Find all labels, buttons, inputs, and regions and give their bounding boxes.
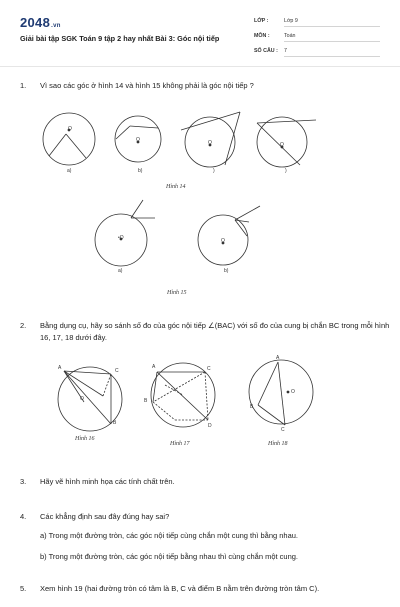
- figure-18: [249, 360, 313, 425]
- figure-caption: Hình 18: [268, 441, 288, 447]
- point-label: B: [250, 404, 254, 410]
- question-number: 4.: [20, 512, 27, 521]
- question-text: Vì sao các góc ở hình 14 và hình 15 không phải là góc nội tiếp ?: [40, 81, 254, 90]
- question-text: Hãy vẽ hình minh họa các tính chất trên.: [40, 477, 175, 486]
- center-label: O: [221, 238, 225, 244]
- question-2: [0, 320, 400, 346]
- question-number: 2.: [20, 321, 27, 330]
- point-label: A: [276, 355, 280, 361]
- question-4: [0, 511, 400, 525]
- center-label: O: [280, 142, 284, 148]
- figure-caption: Hình 16: [75, 436, 95, 442]
- figure-17: [151, 363, 215, 427]
- point-label: D: [208, 423, 212, 429]
- point-label: O: [80, 396, 84, 402]
- center-label: O: [208, 140, 212, 146]
- point-label: C: [115, 368, 119, 374]
- point-label: B: [113, 420, 117, 426]
- figure-sub-label: a): [67, 168, 72, 174]
- point-label: C: [207, 366, 211, 372]
- statement-a: a) Trong một đường tròn, các góc nội tiếp cùng chắn một cung thì bằng nhau.: [40, 531, 299, 540]
- question-number: 3.: [20, 477, 27, 486]
- figure-caption: Hình 15: [167, 290, 187, 296]
- figure-15b: [198, 206, 260, 265]
- statement-b: b) Trong một đường tròn, các góc nội tiếp bằng nhau thì cùng chắn một cung.: [40, 552, 299, 561]
- figure-caption: Hình 17: [170, 441, 190, 447]
- site-logo[interactable]: 2048.vn: [20, 15, 61, 30]
- figure-15a: [95, 200, 155, 266]
- figure-sub-label: ): [285, 168, 287, 174]
- meta-grade: LỚP : Lớp 9: [254, 18, 380, 24]
- document-title: Giải bài tập SGK Toán 9 tập 2 hay nhất Bài 3: Góc nội tiếp: [20, 34, 220, 43]
- center-label: O: [136, 137, 140, 143]
- question-text: Bằng dụng cụ, hãy so sánh số đo của góc nội tiếp ∠(BAC) với số đo của cung bị chắn BC trong mỗi hình 16, 17, 18 dưới đây.: [40, 321, 390, 342]
- figure-14d: [257, 117, 316, 167]
- meta-subject: MÔN : Toán: [254, 33, 380, 39]
- question-5: [0, 583, 400, 607]
- point-label: O: [291, 389, 295, 395]
- point-label: A: [58, 365, 62, 371]
- question-number: 5.: [20, 584, 27, 593]
- meta-question-count: SỐ CÂU : 7: [254, 48, 380, 54]
- center-label: O: [68, 126, 72, 132]
- question-text: Xem hình 19 (hai đường tròn có tâm là B, C và điểm B nằm trên đường tròn tâm C).: [40, 584, 320, 593]
- center-label: •O: [118, 235, 124, 241]
- figure-14a: [43, 113, 95, 165]
- figure-sub-label: b): [138, 168, 143, 174]
- figure-sub-label: a): [118, 268, 123, 274]
- figure-caption: Hình 14: [166, 184, 186, 190]
- point-label: A: [152, 364, 156, 370]
- question-number: 1.: [20, 81, 27, 90]
- figure-sub-label: ): [213, 168, 215, 174]
- figure-sub-label: b): [224, 268, 229, 274]
- point-label: C: [281, 427, 285, 433]
- question-text: Các khẳng định sau đây đúng hay sai?: [40, 512, 170, 521]
- point-label: B: [144, 398, 148, 404]
- question-3: [0, 476, 400, 490]
